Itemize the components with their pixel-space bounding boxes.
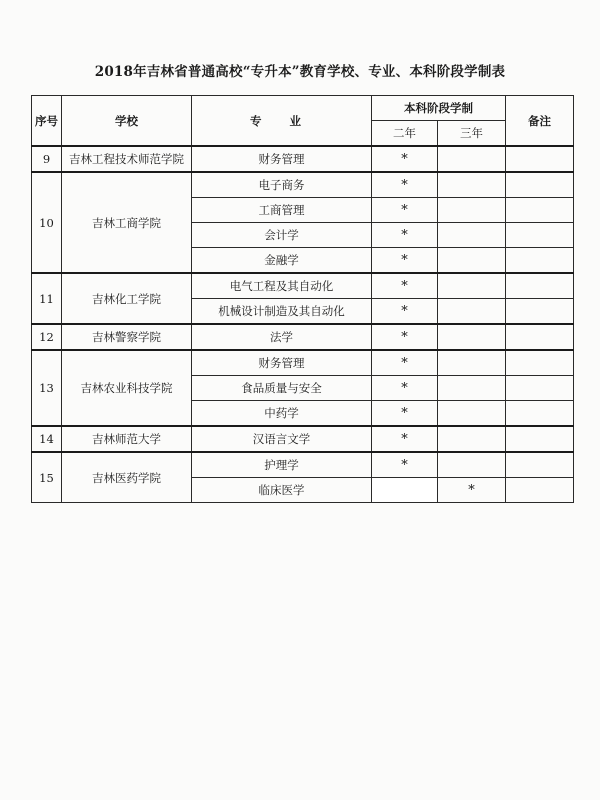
two-year-mark: * <box>372 248 438 274</box>
note-cell <box>506 146 574 172</box>
program-table <box>31 95 574 503</box>
table-row <box>32 172 574 198</box>
major-name: 金融学 <box>192 248 372 274</box>
school-name: 吉林工商学院 <box>62 172 192 273</box>
row-number: 10 <box>32 172 62 273</box>
major-name: 电气工程及其自动化 <box>192 273 372 299</box>
two-year-mark <box>372 478 438 503</box>
major-name: 护理学 <box>192 452 372 478</box>
major-name: 财务管理 <box>192 350 372 376</box>
major-name: 工商管理 <box>192 198 372 223</box>
three-year-mark <box>438 146 506 172</box>
table-row <box>32 426 574 452</box>
note-cell <box>506 198 574 223</box>
header-major: 专 业 <box>192 96 372 147</box>
header-two-year: 二年 <box>372 121 438 147</box>
major-name: 法学 <box>192 324 372 350</box>
note-cell <box>506 401 574 427</box>
two-year-mark: * <box>372 198 438 223</box>
table-row <box>32 146 574 172</box>
school-name: 吉林化工学院 <box>62 273 192 324</box>
note-cell <box>506 299 574 325</box>
row-number: 14 <box>32 426 62 452</box>
header-no: 序号 <box>32 96 62 147</box>
two-year-mark: * <box>372 376 438 401</box>
note-cell <box>506 350 574 376</box>
table-body <box>32 146 574 503</box>
major-name: 机械设计制造及其自动化 <box>192 299 372 325</box>
row-number: 15 <box>32 452 62 503</box>
major-name: 财务管理 <box>192 146 372 172</box>
major-name: 会计学 <box>192 223 372 248</box>
header-school: 学校 <box>62 96 192 147</box>
two-year-mark: * <box>372 273 438 299</box>
three-year-mark <box>438 324 506 350</box>
major-name: 电子商务 <box>192 172 372 198</box>
table-row <box>32 273 574 299</box>
major-name: 食品质量与安全 <box>192 376 372 401</box>
three-year-mark <box>438 299 506 325</box>
two-year-mark: * <box>372 299 438 325</box>
row-number: 13 <box>32 350 62 426</box>
note-cell <box>506 248 574 274</box>
note-cell <box>506 223 574 248</box>
three-year-mark <box>438 172 506 198</box>
row-number: 9 <box>32 146 62 172</box>
note-cell <box>506 172 574 198</box>
header-three-year: 三年 <box>438 121 506 147</box>
three-year-mark <box>438 376 506 401</box>
school-name: 吉林医药学院 <box>62 452 192 503</box>
row-number: 12 <box>32 324 62 350</box>
note-cell <box>506 324 574 350</box>
header-duration: 本科阶段学制 <box>372 96 506 121</box>
major-name: 汉语言文学 <box>192 426 372 452</box>
two-year-mark: * <box>372 324 438 350</box>
three-year-mark <box>438 198 506 223</box>
table-row <box>32 324 574 350</box>
three-year-mark <box>438 350 506 376</box>
note-cell <box>506 273 574 299</box>
three-year-mark <box>438 248 506 274</box>
page-title: 2018年吉林省普通高校“专升本”教育学校、专业、本科阶段学制表 <box>94 64 506 80</box>
two-year-mark: * <box>372 350 438 376</box>
school-name: 吉林农业科技学院 <box>62 350 192 426</box>
note-cell <box>506 376 574 401</box>
two-year-mark: * <box>372 172 438 198</box>
school-name: 吉林工程技术师范学院 <box>62 146 192 172</box>
three-year-mark <box>438 273 506 299</box>
note-cell <box>506 426 574 452</box>
two-year-mark: * <box>372 223 438 248</box>
major-name: 中药学 <box>192 401 372 427</box>
table-row <box>32 452 574 478</box>
three-year-mark <box>438 426 506 452</box>
note-cell <box>506 478 574 503</box>
school-name: 吉林师范大学 <box>62 426 192 452</box>
row-number: 11 <box>32 273 62 324</box>
school-name: 吉林警察学院 <box>62 324 192 350</box>
three-year-mark <box>438 401 506 427</box>
header-note: 备注 <box>506 96 574 147</box>
two-year-mark: * <box>372 426 438 452</box>
note-cell <box>506 452 574 478</box>
two-year-mark: * <box>372 146 438 172</box>
major-name: 临床医学 <box>192 478 372 503</box>
three-year-mark <box>438 223 506 248</box>
two-year-mark: * <box>372 452 438 478</box>
three-year-mark: * <box>438 478 506 503</box>
three-year-mark <box>438 452 506 478</box>
two-year-mark: * <box>372 401 438 427</box>
table-row <box>32 350 574 376</box>
